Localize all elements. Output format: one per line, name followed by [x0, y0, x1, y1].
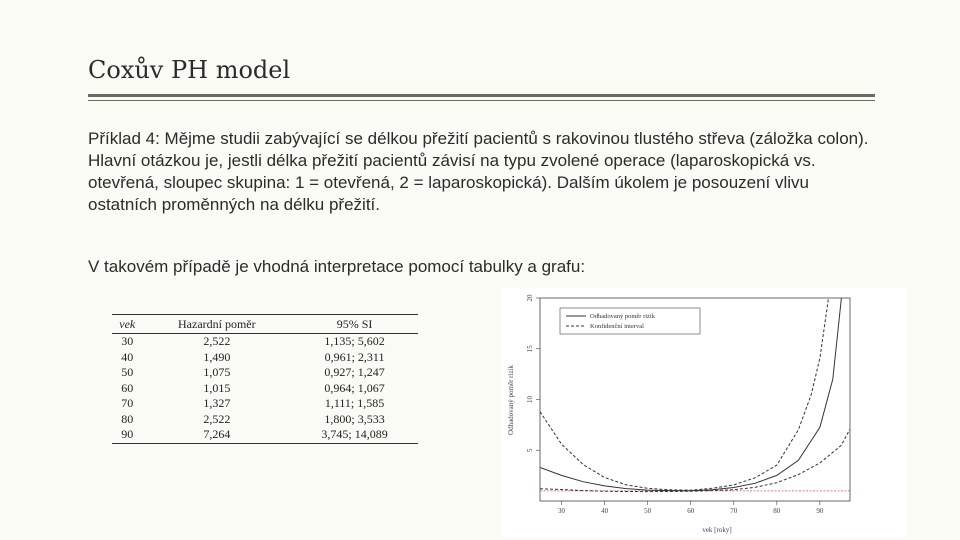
hazard-ratio-table: [112, 314, 418, 444]
y-axis-label: Odhadovaný poměr rizik: [507, 365, 515, 435]
cell-hr: 7,264: [143, 427, 292, 443]
cell-ci: 0,961; 2,311: [324, 349, 385, 364]
cell-hr: 1,327: [203, 396, 231, 411]
table-row: [112, 427, 418, 443]
x-tick-label: 90: [816, 507, 824, 515]
cell-ci: 1,135; 5,602: [324, 334, 385, 349]
table-row: [112, 396, 418, 412]
cell-vek: 70: [121, 396, 134, 411]
cell-vek: 50: [121, 365, 134, 380]
cell-hr: 1,490: [203, 349, 231, 364]
cell-ci: 3,745; 14,089: [291, 427, 418, 443]
paragraph-interpretation: V takovém případě je vhodná interpretace pomocí tabulky a grafu:: [88, 257, 586, 276]
legend-label-estimate: Odhadovaný poměr rizik: [590, 313, 655, 320]
x-tick-label: 30: [558, 507, 566, 515]
cell-vek: 60: [121, 380, 134, 395]
cell-vek: 80: [121, 411, 134, 426]
hazard-ratio-chart: [502, 288, 906, 538]
x-tick-label: 70: [730, 507, 738, 515]
cell-hr: 2,522: [203, 411, 231, 426]
table-row: [112, 412, 418, 428]
cell-vek: 30: [121, 334, 134, 349]
table-header-row: [112, 315, 418, 334]
cell-ci: 1,800; 3,533: [324, 411, 385, 426]
cell-ci: 1,111; 1,585: [324, 396, 385, 411]
cell-hr: 2,522: [203, 334, 231, 349]
x-tick-label: 80: [773, 507, 781, 515]
title-rule-thin: [88, 100, 875, 101]
slide-title: Coxův PH model: [88, 56, 291, 84]
table-row: [112, 350, 418, 366]
table-row: [112, 365, 418, 381]
cell-hr: 1,075: [203, 365, 231, 380]
header-hazard-ratio: Hazardní poměr: [143, 315, 292, 334]
y-tick-label: 15: [526, 345, 534, 353]
y-tick-label: 10: [526, 396, 534, 403]
header-vek: vek: [112, 315, 143, 334]
paragraph-example: Příklad 4: Mějme studii zabývající se délkou přežití pacientů s rakovinou tlustého střeva (záložka colon). Hlavní otázkou je, jestli délka přežití pacientů závisí na typu zvolené operace (laparoskopická vs. otevřená, sloupec skupina: 1 = otevřená, 2 = laparoskopická). Dalším úkolem je posouzení vlivu ostatních proměnných na délku přežití.: [88, 129, 869, 214]
legend-label-ci: Konfidenční interval: [590, 323, 644, 330]
cell-vek: 40: [121, 349, 134, 364]
table-row: [112, 334, 418, 350]
table-row: [112, 381, 418, 397]
cell-ci: 0,964; 1,067: [324, 380, 385, 395]
title-rule-thick: [88, 94, 875, 97]
legend: [560, 308, 700, 334]
y-tick-label: 5: [526, 448, 534, 452]
x-tick-label: 60: [687, 507, 695, 515]
cell-hr: 1,015: [203, 380, 231, 395]
cell-ci: 0,927; 1,247: [324, 365, 385, 380]
x-axis-label: vek [roky]: [702, 526, 732, 534]
x-tick-label: 40: [601, 507, 609, 515]
x-tick-label: 50: [644, 507, 652, 515]
y-tick-label: 20: [526, 294, 534, 302]
header-ci: 95% SI: [291, 315, 418, 334]
cell-vek: 90: [112, 427, 143, 443]
legend-box: [560, 308, 700, 334]
